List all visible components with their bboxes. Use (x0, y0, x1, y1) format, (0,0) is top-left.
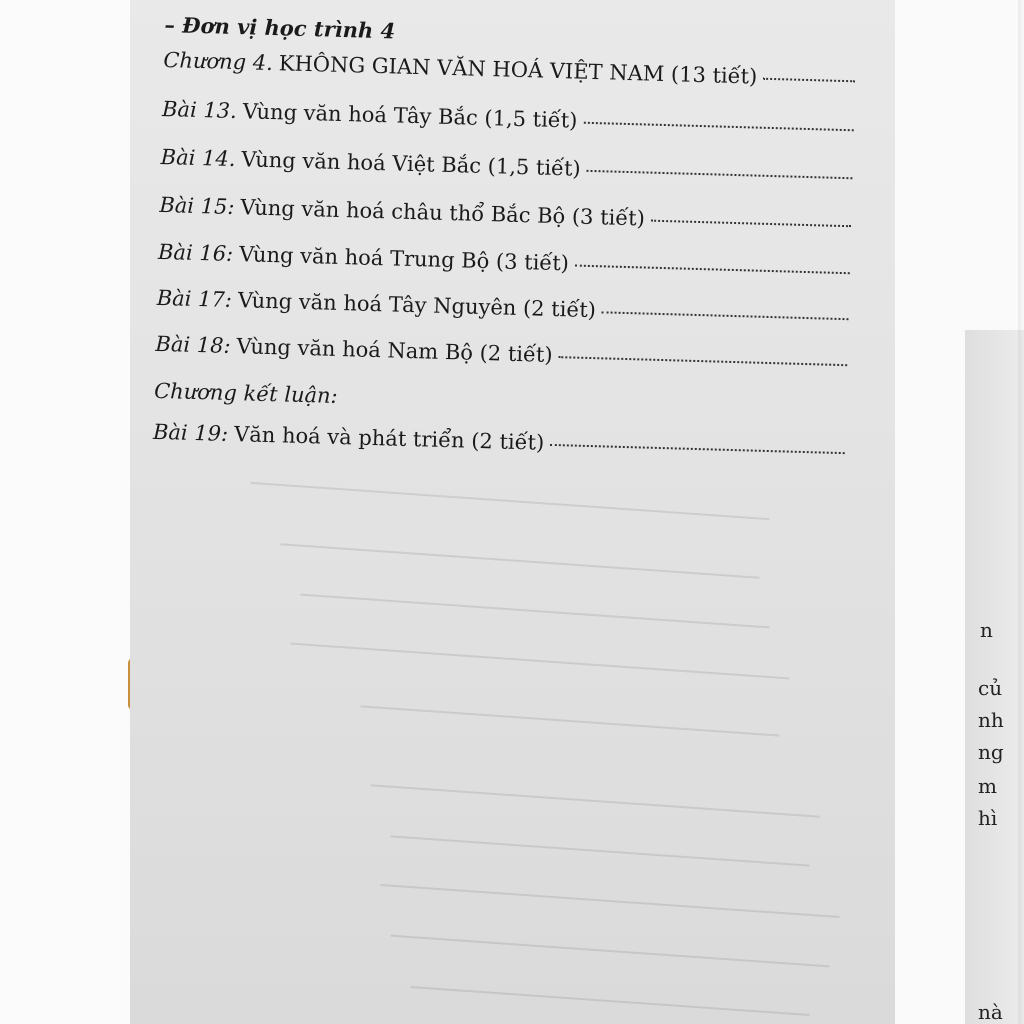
lesson-title: Vùng văn hoá châu thổ Bắc Bộ (3 tiết) (240, 195, 646, 231)
lesson-title: Vùng văn hoá Nam Bộ (2 tiết) (236, 334, 553, 367)
left-margin (0, 0, 130, 1024)
lesson-title: Vùng văn hoá Tây Nguyên (2 tiết) (237, 288, 597, 323)
lesson-lead: Bài 19: (152, 419, 229, 446)
lesson-title: Vùng văn hoá Việt Bắc (1,5 tiết) (241, 147, 582, 181)
lesson-title: Vùng văn hoá Trung Bộ (3 tiết) (238, 242, 570, 276)
lesson-lead: Bài 13. (161, 96, 238, 124)
edge-text-fragment: ng (978, 740, 1004, 764)
leader-dots (550, 443, 845, 454)
leader-dots (651, 219, 851, 228)
edge-text-fragment: nà (978, 1000, 1003, 1024)
leader-dots (602, 310, 849, 320)
leader-dots (575, 264, 850, 275)
table-of-contents (152, 4, 865, 483)
edge-text-fragment: m (978, 774, 997, 798)
chapter-lead: Chương 4. (163, 47, 274, 76)
lesson-lead: Bài 16: (157, 239, 234, 266)
lesson-lead: Bài 15: (159, 192, 235, 220)
lesson-title: Vùng văn hoá Tây Bắc (1,5 tiết) (242, 99, 578, 133)
leader-dots (587, 169, 853, 179)
chapter-row (163, 48, 856, 107)
leader-dots (559, 355, 848, 366)
edge-text-fragment: nh (978, 708, 1004, 732)
lesson-lead: Bài 17: (156, 285, 233, 312)
chapter-title: KHÔNG GIAN VĂN HOÁ VIỆT NAM (13 tiết) (278, 51, 758, 89)
leader-dots (763, 77, 855, 83)
edge-text-fragment: n (980, 618, 993, 642)
edge-text-fragment: củ (978, 676, 1003, 700)
conclusion-heading: Chương kết luận: (153, 378, 338, 408)
book-page (130, 0, 1004, 1024)
lesson-lead: Bài 18: (155, 331, 231, 358)
edge-text-fragment: hì (978, 806, 998, 830)
page-edge-shadow (1018, 0, 1024, 1024)
unit-heading: – Đơn vị học trình 4 (164, 11, 396, 44)
lesson-lead: Bài 14. (160, 144, 236, 172)
lesson-title: Văn hoá và phát triển (2 tiết) (233, 422, 545, 455)
underlying-page-edge (965, 330, 1024, 1024)
leader-dots (583, 121, 853, 132)
